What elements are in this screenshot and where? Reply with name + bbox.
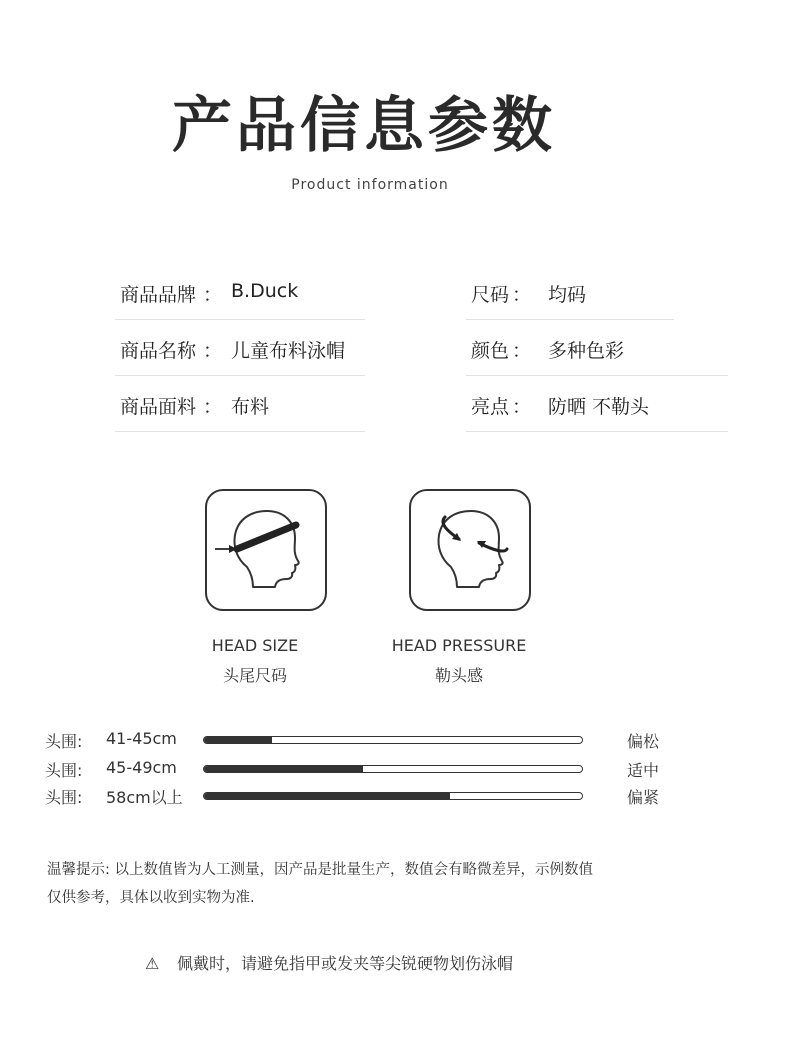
spec-color <box>466 320 728 376</box>
spec-feature-value: 防晒 不勒头 <box>548 396 650 418</box>
spec-material-colon: ： <box>203 396 223 418</box>
tip-note-line-2: 仅供参考，具体以收到实物为准. <box>47 890 255 906</box>
size-row-range: 45-49cm <box>106 758 177 777</box>
spec-color-label: 颜色 <box>471 340 510 362</box>
head-size-caption-cn: 头尾尺码 <box>222 666 287 685</box>
head-pressure-icon <box>409 489 531 611</box>
fit-bar <box>203 792 583 800</box>
fit-bar <box>203 765 583 773</box>
size-row-2 <box>45 756 685 782</box>
spec-name-value: 儿童布料泳帽 <box>231 340 346 362</box>
spec-name-label: 商品名称 <box>120 340 197 362</box>
spec-feature-colon: ： <box>512 396 532 418</box>
spec-brand-label: 商品品牌 <box>120 284 197 306</box>
spec-name-colon: ： <box>203 340 223 362</box>
size-row-range: 58cm以上 <box>106 788 183 807</box>
spec-size-label: 尺码 <box>471 284 510 306</box>
size-row-fit: 偏松 <box>627 732 660 751</box>
spec-feature-label: 亮点 <box>471 396 510 418</box>
head-pressure-caption-en: HEAD PRESSURE <box>391 636 527 655</box>
size-row-fit: 适中 <box>627 761 660 780</box>
warning-triangle-icon: ⚠ <box>145 954 160 973</box>
fit-bar-fill <box>204 737 272 743</box>
size-row-label: 头围: <box>45 788 83 807</box>
spec-brand-value: B.Duck <box>231 280 299 302</box>
head-measure-icon <box>205 489 327 611</box>
spec-material <box>115 376 365 432</box>
warning-text: 佩戴时，请避免指甲或发夹等尖锐硬物划伤泳帽 <box>177 954 514 973</box>
tip-note-line-1: 温馨提示: 以上数值皆为人工测量，因产品是批量生产，数值会有略微差异，示例数值 <box>47 862 593 878</box>
spec-color-colon: ： <box>512 340 532 362</box>
head-size-caption-en: HEAD SIZE <box>211 636 299 655</box>
size-row-3 <box>45 783 685 809</box>
spec-brand <box>115 264 365 320</box>
spec-name <box>115 320 365 376</box>
fit-bar-fill <box>204 793 450 799</box>
spec-brand-colon: ： <box>203 284 223 306</box>
fit-bar <box>203 736 583 744</box>
spec-size-colon: ： <box>512 284 532 306</box>
spec-size <box>466 264 674 320</box>
spec-material-value: 布料 <box>231 396 270 418</box>
spec-material-label: 商品面料 <box>120 396 197 418</box>
size-row-fit: 偏紧 <box>627 788 660 807</box>
size-row-label: 头围: <box>45 761 83 780</box>
fit-bar-fill <box>204 766 363 772</box>
page-subtitle: Product information <box>291 177 449 193</box>
spec-size-value: 均码 <box>548 284 587 306</box>
head-pressure-caption-cn: 勒头感 <box>434 666 483 685</box>
tip-note <box>47 856 687 912</box>
spec-color-value: 多种色彩 <box>548 340 625 362</box>
size-row-label: 头围: <box>45 732 83 751</box>
warning-note <box>145 951 513 974</box>
size-row-range: 41-45cm <box>106 729 177 748</box>
spec-feature <box>466 376 728 432</box>
page-title: 产品信息参数 <box>172 91 556 161</box>
size-row-1 <box>45 727 685 753</box>
